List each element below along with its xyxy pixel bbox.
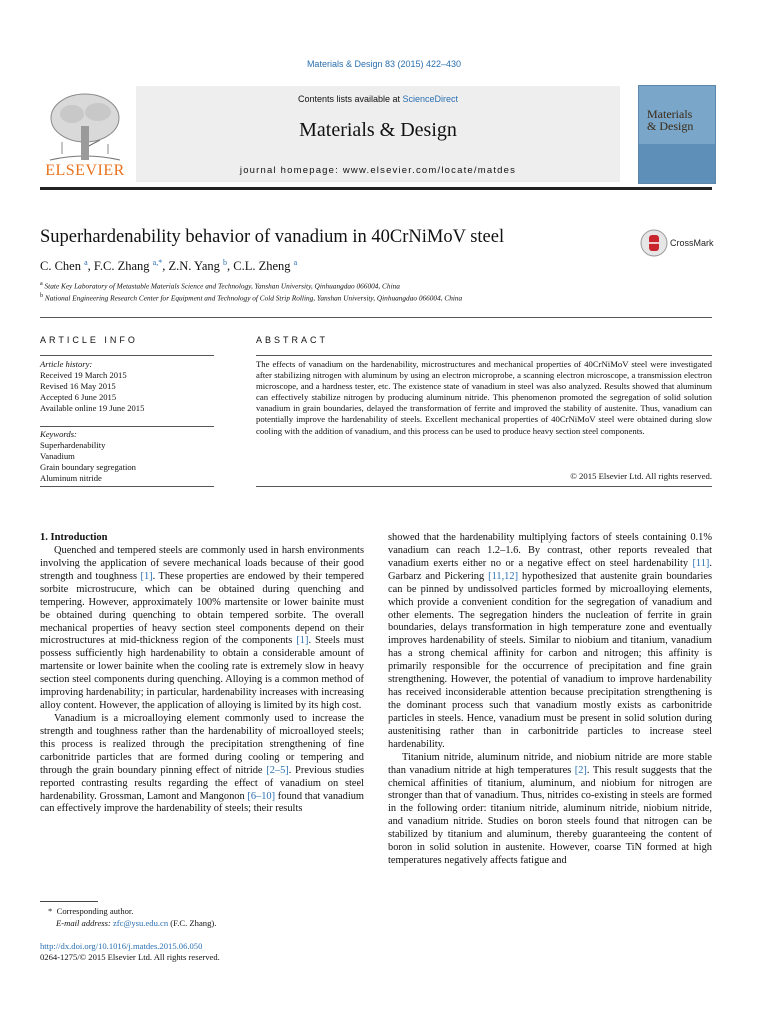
journal-cover-image[interactable] — [638, 85, 716, 184]
reference-link[interactable]: [2] — [574, 764, 587, 776]
keyword: Vanadium — [40, 451, 75, 461]
affiliation-mark: b — [40, 293, 44, 299]
history-item: Revised 16 May 2015 — [40, 381, 116, 391]
paragraph-text: found that vanadium can effectively improve the hardenability of steels; their results — [40, 790, 365, 815]
cover-title-line-2: & Design — [647, 119, 694, 133]
paragraph — [388, 532, 712, 752]
journal-citation[interactable]: Materials & Design 83 (2015) 422–430 — [306, 59, 462, 69]
paragraph-text: . These properties are endowed by their tempered sorbite microstrucure, which can be obtained during quenching and tempering. However, approximately 100% martensite or lower bainite must be obtained during quenching to obtain tempered sorbite. The overall mechanical properties of heavy section steel components depend on their microstructures at mid-thickness region of the components — [40, 570, 364, 647]
keywords — [40, 429, 214, 484]
abstract-copyright: © 2015 Elsevier Ltd. All rights reserved. — [570, 471, 712, 481]
author[interactable] — [40, 259, 88, 273]
reference-link[interactable]: [2–5] — [266, 764, 289, 776]
footnote-text: Corresponding author. — [56, 906, 134, 916]
history-item: Received 19 March 2015 — [40, 370, 127, 380]
author[interactable] — [94, 259, 162, 273]
author-affiliation-mark[interactable]: a,* — [152, 258, 163, 267]
crossmark-icon — [640, 229, 668, 257]
body-column-right — [388, 532, 712, 868]
article-history-title: Article history: — [40, 359, 93, 369]
paragraph-text: Titanium nitride, aluminum nitride, and niobium nitride are more stable than vanadium nitride at high temperatures — [388, 751, 712, 776]
reference-link[interactable]: [1] — [296, 635, 309, 647]
paragraph-text: . Steels must possess sufficiently high hardenability to obtain a considerable amount of martensite or lower bainite when the cooling rate is extremely slow in heavy section steel components during quenching. Alloying is a common method of improving hardenability; in particular, hardenability increases with increasing alloy content. However, the application of alloying is limited by its high cost. — [40, 635, 364, 712]
journal-homepage[interactable]: journal homepage: www.elsevier.com/locate/matdes — [239, 165, 517, 176]
divider — [256, 486, 712, 487]
author[interactable] — [233, 259, 297, 273]
email-note — [56, 918, 216, 928]
contents-prefix: Contents lists available at — [297, 94, 403, 104]
crossmark-label: CrossMark — [670, 238, 714, 248]
paragraph — [388, 752, 712, 868]
email-label: E-mail address: — [56, 918, 113, 928]
divider — [40, 426, 214, 427]
paragraph-text: . Previous studies reported contrasting results regarding the effect of vanadium on steel hardenability. Grossman, Lamont and Mangonon — [40, 764, 364, 802]
author-affiliation-mark[interactable]: b — [223, 258, 227, 267]
divider — [40, 355, 214, 356]
body-column-left — [40, 545, 364, 816]
divider — [40, 486, 214, 487]
affiliation — [40, 293, 462, 302]
header-rule — [40, 187, 712, 190]
cover-title-line-1: Materials — [647, 107, 693, 121]
divider — [256, 355, 712, 356]
author[interactable] — [168, 259, 227, 273]
crossmark-badge[interactable] — [640, 229, 720, 257]
author-name: F.C. Zhang — [93, 259, 150, 274]
paragraph-text: . This result suggests that the chemical affinities of titanium, aluminum, and niobium for nitrogen are stronger than that of vanadium. Thus, nitrides co-existing in steels are formed in the following order: titanium nitride, aluminum nitride, niobium nitride, and vanadium nitride. Studies on boron steels found that nitrogen can be stabilized by titanium and aluminum, thereby guaranteeing the content of boron in solid solution in austenite. However, coarse TiN formed at high temperatures negatively affects fatigue and — [388, 764, 712, 867]
abstract-heading: ABSTRACT — [256, 335, 329, 345]
journal-name: Materials & Design — [299, 119, 457, 141]
footnote-mark: * — [48, 906, 53, 916]
reference-link[interactable]: [11,12] — [488, 570, 519, 582]
article-info-heading: ARTICLE INFO — [40, 335, 138, 345]
elsevier-logo[interactable] — [40, 82, 130, 182]
affiliation-mark: a — [40, 281, 43, 287]
email-suffix: (F.C. Zhang). — [168, 918, 217, 928]
history-item: Available online 19 June 2015 — [40, 403, 145, 413]
author-name: C. Chen — [40, 259, 81, 274]
section-heading: 1. Introduction — [40, 532, 108, 543]
history-item: Accepted 6 June 2015 — [40, 392, 117, 402]
doi-text[interactable]: http://dx.doi.org/10.1016/j.matdes.2015.06.050 — [40, 941, 203, 951]
author-name: C.L. Zheng — [233, 259, 291, 274]
paragraph-text: showed that the hardenability multiplying factors of steels containing 0.1% vanadium can reach 1.2–1.6. By contrast, other reports revealed that vanadium exerts either no or a negative effect on steel hardenability — [388, 532, 712, 569]
author-affiliation-mark[interactable]: a — [84, 258, 88, 267]
paragraph-text: Vanadium is a microalloying element commonly used to increase the strength and toughness rather than the hardenability of microalloyed steels; this process is realized through the precipitation strengthening of fine carbonitride particles that are formed during cooling or tempering and through the grain boundary pinning effect of nitride — [40, 712, 364, 776]
paragraph-text: . Garbarz and Pickering — [388, 557, 712, 582]
paragraph-text: Quenched and tempered steels are commonly used in harsh environments involving the application of severe mechanical loads because of their good strength and toughness — [40, 545, 364, 582]
email-link[interactable]: zfc@ysu.edu.cn — [112, 918, 169, 928]
reference-link[interactable]: [6–10] — [247, 790, 276, 802]
keyword: Aluminum nitride — [40, 473, 102, 483]
reference-link[interactable]: [1] — [140, 570, 153, 582]
abstract-text: The effects of vanadium on the hardenability, microstructures and mechanical properties of 40CrNiMoV steel were investigated after stabilizing nitrogen with aluminum by using an electron microprobe, a scanning electron microscope, a transmission electron microscope, and a hardness tester, etc. The existence state of vanadium in steel was also analyzed. Results showed that aluminum can effectively stabilize nitrogen by producing aluminum nitride. This phenomenon promoted the segregation of solid solution vanadium in grain boundaries, delayed the transformation of ferrite and improved the stability of austenite. Thus, vanadium can potentially improve the hardenability of steels. Excellent mechanical properties of 40CrNiMoV steel were obtained during slow cooling with the addition of vanadium, and this process can be used to produce heavy section steel components. — [256, 359, 712, 436]
issn-line: 0264-1275/© 2015 Elsevier Ltd. All rights reserved. — [40, 952, 220, 962]
author-name: Z.N. Yang — [168, 259, 220, 274]
keywords-title: Keywords: — [40, 429, 77, 439]
title-block-rule — [40, 317, 712, 318]
doi-link[interactable] — [40, 941, 202, 951]
article-history — [40, 359, 214, 414]
footnote-rule — [40, 901, 98, 902]
keyword: Grain boundary segregation — [40, 462, 136, 472]
affiliation — [40, 281, 400, 290]
paragraph-text: hypothesized that austenite grain boundaries can be pinned by undissolved particles formed by microalloying elements, which provide a convenient condition for the segregation of vanadium and other elements. The segregation hinders the nucleation of ferrite in grain boundaries, delays transformation in high temperature zone and eventually improves hardenability of steels. Similar to niobium and titanium, vanadium has a strong chemical affinity for carbon and nitrogen; this affinity is primarily responsible for the occurrence of precipitation and fine grain strengthening. However, the potential of vanadium to improve hardenability has received inconsiderable attention because precipitation strengthening is the dominant process such that vanadium mostly exists as carbonitride particles in steels. Hence, vanadium must be present in solid solution during austenitising rather than in carbonitride particles to increase steel hardenability. — [388, 570, 713, 750]
affiliation-text: National Engineering Research Center for Equipment and Technology of Cold Strip Rolling, Yanshan University, Qinhuangdao 066004, China — [44, 293, 463, 303]
reference-link[interactable]: [11] — [692, 557, 710, 569]
sciencedirect-link[interactable]: ScienceDirect — [402, 94, 459, 104]
paragraph — [40, 713, 364, 816]
corresponding-author-note — [48, 906, 133, 916]
contents-line — [136, 94, 620, 104]
author-affiliation-mark[interactable]: a — [293, 258, 298, 267]
author-list: C. Chen $^a$, F.C. Zhang $^{a,*}$, Z.N. Yang $^b$, C.L. Zheng $^a$ — [40, 258, 298, 274]
affiliation-text: State Key Laboratory of Metastable Materials Science and Technology, Yanshan University, Qinhuangdao 066004, China — [44, 281, 400, 291]
paragraph — [40, 545, 364, 713]
keyword: Superhardenability — [40, 440, 106, 450]
elsevier-wordmark: ELSEVIER — [45, 162, 125, 179]
article-title: Superhardenability behavior of vanadium in 40CrNiMoV steel — [40, 227, 505, 247]
